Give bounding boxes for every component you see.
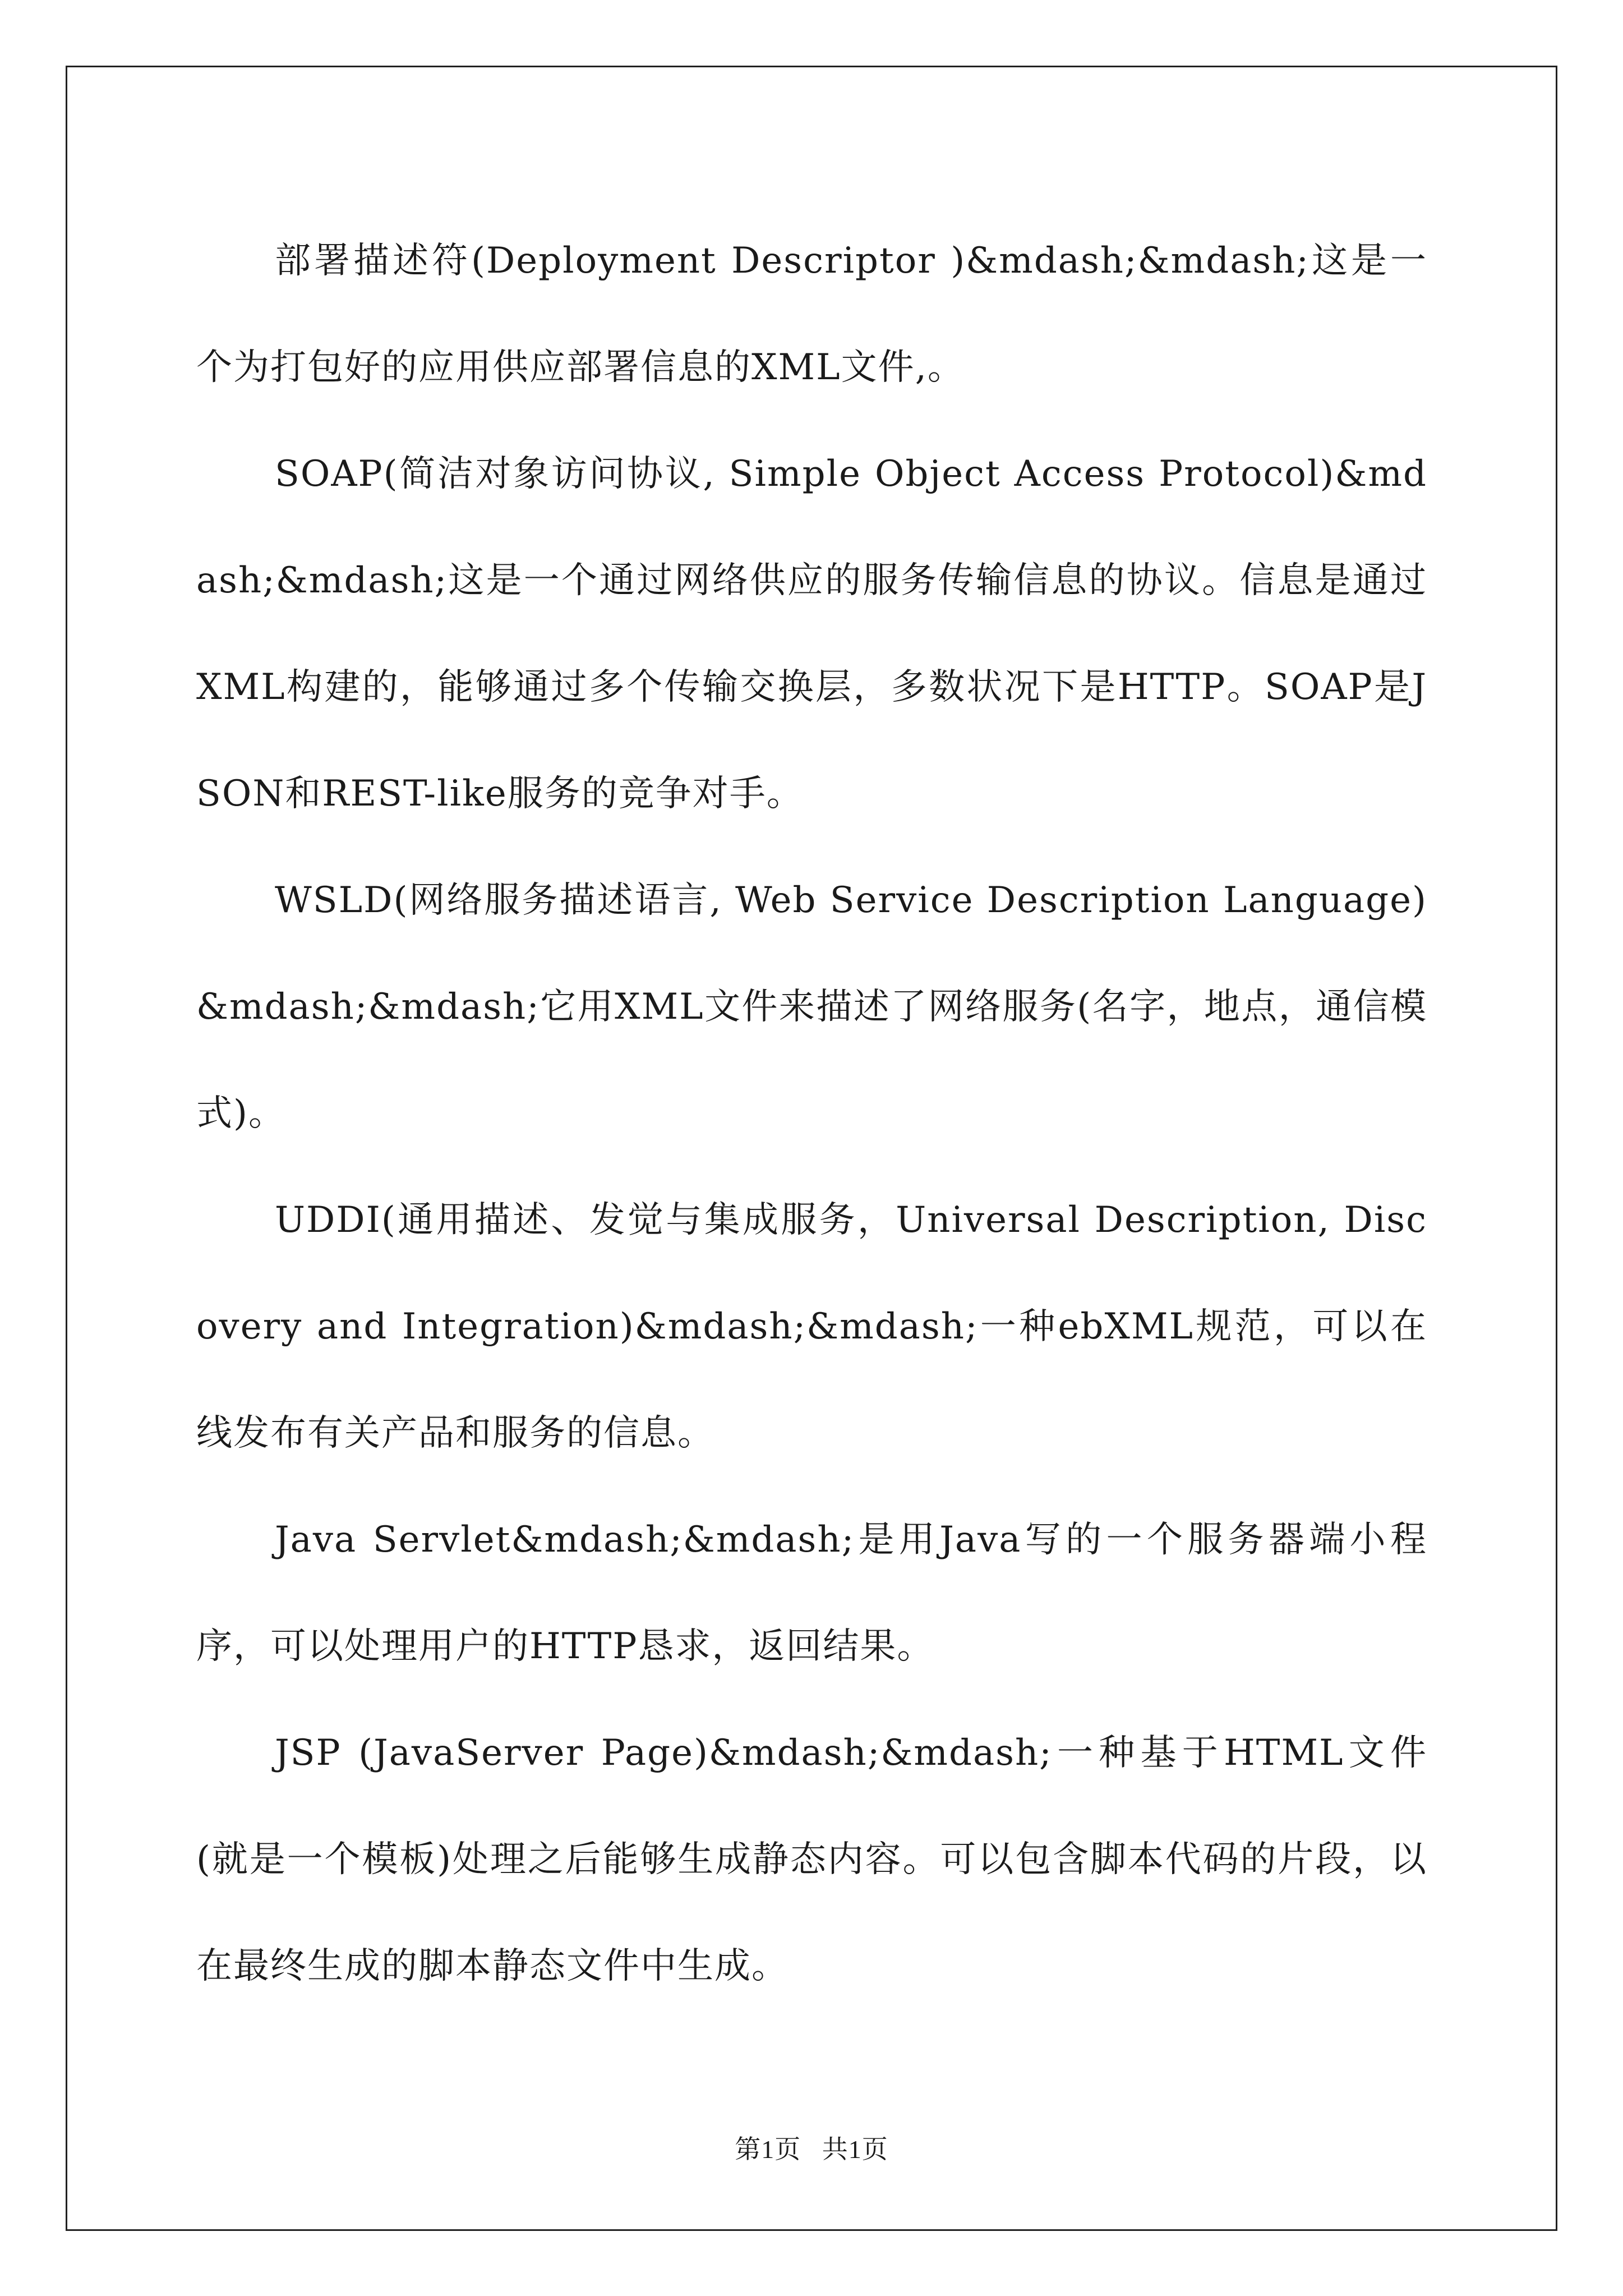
paragraph-uddi: UDDI(通用描述、发觉与集成服务，Universal Description, Discovery and Integration)&mdash;&mdash;一种ebXML规范，可以在线发布有关产品和服务的信息。 [196, 1199, 1427, 1454]
page-footer [0, 2129, 1623, 2166]
paragraph-soap: SOAP(简洁对象访问协议, Simple Object Access Protocol)&mdash;&mdash;这是一个通过网络供应的服务传输信息的协议。信息是通过XML构建的，能够通过多个传输交换层，多数状况下是HTTP。SOAP是JSON和REST-like服务的竞争对手。 [196, 453, 1427, 815]
paragraph-wsld: WSLD(网络服务描述语言, Web Service Description Language)&mdash;&mdash;它用XML文件来描述了网络服务(名字，地点，通信模式)。 [196, 880, 1427, 1134]
page-number-label: 第1页 共1页 [735, 2135, 888, 2164]
document-body [196, 208, 1427, 2031]
paragraph-java-servlet: Java Servlet&mdash;&mdash;是用Java写的一个服务器端小程序，可以处理用户的HTTP恳求，返回结果。 [196, 1519, 1427, 1667]
paragraph-deployment-descriptor: 部署描述符(Deployment Descriptor )&mdash;&mdash;这是一个为打包好的应用供应部署信息的XML文件,。 [196, 240, 1427, 388]
paragraph-jsp: JSP (JavaServer Page)&mdash;&mdash;一种基于HTML文件(就是一个模板)处理之后能够生成静态内容。可以包含脚本代码的片段，以在最终生成的脚本静态文件中生成。 [196, 1732, 1427, 1987]
